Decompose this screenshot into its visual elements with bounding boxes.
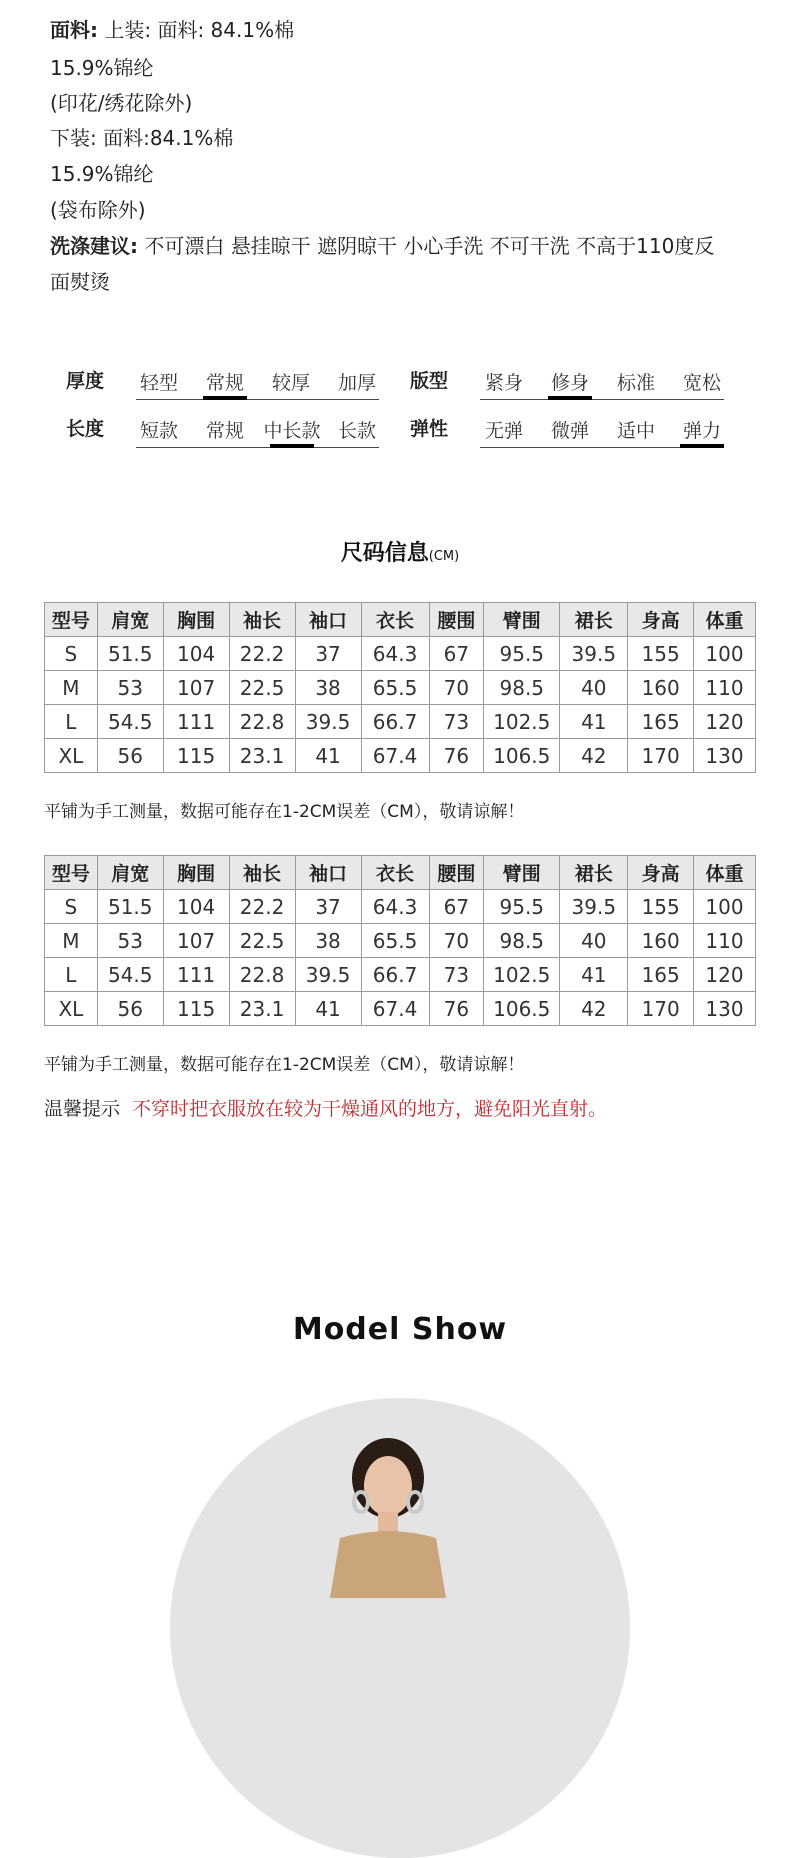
tip-label: 温馨提示 xyxy=(44,1098,121,1120)
size-table-row xyxy=(45,924,756,958)
size-table-cell: 66.7 xyxy=(361,705,429,739)
elasticity-selected-marker xyxy=(680,444,724,448)
elasticity-option-moderate: 适中 xyxy=(616,420,655,442)
material-line-3: (印花/绣花除外) xyxy=(50,91,193,115)
thickness-option-extra-thick: 加厚 xyxy=(337,372,376,394)
thickness-option-thick: 较厚 xyxy=(271,372,310,394)
size-table-cell: 170 xyxy=(628,739,694,773)
length-scale-line xyxy=(136,447,379,448)
length-option-mid-long: 中长款 xyxy=(263,420,321,442)
size-table-header-cell: 袖长 xyxy=(229,856,295,890)
size-table-cell: 73 xyxy=(429,958,484,992)
size-table-cell: 100 xyxy=(694,637,756,671)
size-table-cell: 42 xyxy=(560,992,628,1026)
fit-label: 版型 xyxy=(410,370,449,392)
size-table-cell: 51.5 xyxy=(97,637,163,671)
tip-line xyxy=(44,1094,607,1121)
wash-line xyxy=(50,234,714,258)
size-table-row xyxy=(45,992,756,1026)
size-table-cell: 110 xyxy=(694,924,756,958)
fit-scale-line xyxy=(480,399,724,400)
fit-option-slim: 修身 xyxy=(550,372,589,394)
wash-text: 不可漂白 悬挂晾干 遮阴晾干 小心手洗 不可干洗 不高于110度反 xyxy=(138,234,715,258)
size-table-cell: 98.5 xyxy=(484,924,560,958)
size-table-cell: 70 xyxy=(429,924,484,958)
length-option-long: 长款 xyxy=(337,420,376,442)
size-table-cell: 115 xyxy=(163,992,229,1026)
size-table-header-cell: 身高 xyxy=(628,856,694,890)
size-table-cell: 22.8 xyxy=(229,958,295,992)
size-table-cell: 165 xyxy=(628,705,694,739)
size-table-cell: 38 xyxy=(295,671,361,705)
size-table-header-cell: 胸围 xyxy=(163,856,229,890)
size-table-cell: 53 xyxy=(97,671,163,705)
size-table-cell: 107 xyxy=(163,924,229,958)
size-table-cell: 66.7 xyxy=(361,958,429,992)
size-table-row xyxy=(45,705,756,739)
size-table-header-cell: 裙长 xyxy=(560,603,628,637)
thickness-option-regular: 常规 xyxy=(205,372,244,394)
size-table-cell: 67.4 xyxy=(361,739,429,773)
length-label: 长度 xyxy=(66,418,105,440)
size-table-header-cell: 袖长 xyxy=(229,603,295,637)
size-table-cell: 41 xyxy=(560,705,628,739)
size-table-cell: 38 xyxy=(295,924,361,958)
size-table-cell: 130 xyxy=(694,992,756,1026)
size-table-cell: L xyxy=(45,705,98,739)
size-table-cell: 170 xyxy=(628,992,694,1026)
size-table-cell: 53 xyxy=(97,924,163,958)
size-table-header-cell: 胸围 xyxy=(163,603,229,637)
size-table-cell: 39.5 xyxy=(560,890,628,924)
size-table-cell: 22.5 xyxy=(229,671,295,705)
size-table-cell: XL xyxy=(45,992,98,1026)
size-table-cell: 110 xyxy=(694,671,756,705)
size-table-cell: 155 xyxy=(628,637,694,671)
size-table-cell: 111 xyxy=(163,958,229,992)
size-table-cell: 41 xyxy=(560,958,628,992)
elasticity-label: 弹性 xyxy=(410,418,449,440)
size-table-cell: 67 xyxy=(429,637,484,671)
size-table-cell: 22.2 xyxy=(229,890,295,924)
size-table-cell: 41 xyxy=(295,992,361,1026)
size-table-cell: 39.5 xyxy=(295,705,361,739)
size-table-cell: 23.1 xyxy=(229,992,295,1026)
size-table-cell: 39.5 xyxy=(560,637,628,671)
elasticity-option-stretch: 弹力 xyxy=(682,420,721,442)
size-table-header-cell: 裙长 xyxy=(560,856,628,890)
model-illustration xyxy=(170,1398,630,1858)
size-table-cell: 115 xyxy=(163,739,229,773)
size-table-cell: 95.5 xyxy=(484,890,560,924)
material-label: 面料: xyxy=(50,18,98,42)
size-table-header-cell: 袖口 xyxy=(295,856,361,890)
size-table-cell: 23.1 xyxy=(229,739,295,773)
size-table-row xyxy=(45,890,756,924)
size-info-title-text: 尺码信息 xyxy=(340,541,429,566)
size-table-cell: 41 xyxy=(295,739,361,773)
thickness-selected-marker xyxy=(203,396,247,400)
size-table-header-cell: 衣长 xyxy=(361,603,429,637)
size-table-cell: 104 xyxy=(163,890,229,924)
size-table-header-cell: 臂围 xyxy=(484,603,560,637)
fit-option-tight: 紧身 xyxy=(484,372,523,394)
size-table-cell: M xyxy=(45,671,98,705)
size-table-cell: 67 xyxy=(429,890,484,924)
size-table-cell: 22.5 xyxy=(229,924,295,958)
size-table-cell: 111 xyxy=(163,705,229,739)
material-line-6: (袋布除外) xyxy=(50,198,146,222)
size-table-cell: 22.2 xyxy=(229,637,295,671)
size-table-cell: 73 xyxy=(429,705,484,739)
length-option-short: 短款 xyxy=(139,420,178,442)
fit-option-standard: 标准 xyxy=(616,372,655,394)
elasticity-option-slight: 微弹 xyxy=(550,420,589,442)
size-info-unit: (CM) xyxy=(428,549,460,564)
size-table-cell: L xyxy=(45,958,98,992)
size-table-cell: 130 xyxy=(694,739,756,773)
size-table-cell: M xyxy=(45,924,98,958)
size-table-cell: 100 xyxy=(694,890,756,924)
size-table-row xyxy=(45,671,756,705)
size-table-note-1: 平铺为手工测量，数据可能存在1-2CM误差（CM），敬请谅解！ xyxy=(44,802,525,822)
wash-line-2: 面熨烫 xyxy=(50,270,110,294)
size-table-header-cell: 型号 xyxy=(45,856,98,890)
size-table-header-cell: 型号 xyxy=(45,603,98,637)
size-table-header-cell: 肩宽 xyxy=(97,603,163,637)
size-table-row xyxy=(45,739,756,773)
thickness-scale-line xyxy=(136,399,379,400)
size-table-header-row xyxy=(45,603,756,637)
size-table-cell: 160 xyxy=(628,671,694,705)
size-table-2 xyxy=(44,855,756,1026)
material-line-4: 下装: 面料:84.1%棉 xyxy=(50,126,234,150)
size-table-header-row xyxy=(45,856,756,890)
size-table-cell: 76 xyxy=(429,739,484,773)
model-show-title: Model Show xyxy=(292,1312,508,1347)
material-line-2: 15.9%锦纶 xyxy=(50,56,154,80)
material-line-top xyxy=(50,18,294,42)
size-table-cell: 76 xyxy=(429,992,484,1026)
size-table-cell: 56 xyxy=(97,739,163,773)
size-table-cell: 64.3 xyxy=(361,890,429,924)
thickness-option-light: 轻型 xyxy=(139,372,178,394)
size-table-header-cell: 体重 xyxy=(694,603,756,637)
size-table-cell: S xyxy=(45,890,98,924)
material-line-5: 15.9%锦纶 xyxy=(50,162,154,186)
size-table-header-cell: 臂围 xyxy=(484,856,560,890)
size-table-cell: 160 xyxy=(628,924,694,958)
size-table-cell: 37 xyxy=(295,637,361,671)
size-table-cell: 106.5 xyxy=(484,739,560,773)
size-table-cell: 51.5 xyxy=(97,890,163,924)
size-table-cell: 120 xyxy=(694,958,756,992)
elasticity-option-none: 无弹 xyxy=(484,420,523,442)
size-info-title xyxy=(0,536,800,567)
size-table-cell: 54.5 xyxy=(97,705,163,739)
size-table-cell: 67.4 xyxy=(361,992,429,1026)
material-top-text: 上装: 面料: 84.1%棉 xyxy=(98,18,295,42)
size-table-cell: 40 xyxy=(560,924,628,958)
size-table-header-cell: 肩宽 xyxy=(97,856,163,890)
size-table-1 xyxy=(44,602,756,773)
size-table-cell: 104 xyxy=(163,637,229,671)
wash-label: 洗涤建议: xyxy=(50,234,138,258)
size-table-header-cell: 腰围 xyxy=(429,603,484,637)
size-table-cell: 40 xyxy=(560,671,628,705)
fit-option-loose: 宽松 xyxy=(682,372,721,394)
size-table-cell: 120 xyxy=(694,705,756,739)
size-table-row xyxy=(45,637,756,671)
size-table-header-cell: 体重 xyxy=(694,856,756,890)
size-table-cell: 39.5 xyxy=(295,958,361,992)
size-table-cell: 95.5 xyxy=(484,637,560,671)
size-table-note-2: 平铺为手工测量，数据可能存在1-2CM误差（CM），敬请谅解！ xyxy=(44,1055,525,1075)
size-table-cell: 107 xyxy=(163,671,229,705)
size-table-cell: 102.5 xyxy=(484,705,560,739)
size-table-cell: 106.5 xyxy=(484,992,560,1026)
size-table-cell: 64.3 xyxy=(361,637,429,671)
size-table-cell: S xyxy=(45,637,98,671)
size-table-cell: 65.5 xyxy=(361,924,429,958)
size-table-header-cell: 腰围 xyxy=(429,856,484,890)
size-table-cell: 70 xyxy=(429,671,484,705)
size-table-header-cell: 身高 xyxy=(628,603,694,637)
fit-selected-marker xyxy=(548,396,592,400)
size-table-cell: 65.5 xyxy=(361,671,429,705)
size-table-header-cell: 衣长 xyxy=(361,856,429,890)
size-table-cell: 165 xyxy=(628,958,694,992)
size-table-cell: 37 xyxy=(295,890,361,924)
model-photo xyxy=(170,1398,630,1858)
size-table-cell: 98.5 xyxy=(484,671,560,705)
size-table-cell: 102.5 xyxy=(484,958,560,992)
size-table-header-cell: 袖口 xyxy=(295,603,361,637)
size-table-cell: 42 xyxy=(560,739,628,773)
size-table-cell: XL xyxy=(45,739,98,773)
length-selected-marker xyxy=(270,444,314,448)
size-table-cell: 22.8 xyxy=(229,705,295,739)
size-table-cell: 56 xyxy=(97,992,163,1026)
size-table-cell: 54.5 xyxy=(97,958,163,992)
thickness-label: 厚度 xyxy=(66,370,105,392)
size-table-cell: 155 xyxy=(628,890,694,924)
length-option-regular: 常规 xyxy=(205,420,244,442)
size-table-row xyxy=(45,958,756,992)
tip-text: 不穿时把衣服放在较为干燥通风的地方，避免阳光直射。 xyxy=(132,1098,608,1120)
